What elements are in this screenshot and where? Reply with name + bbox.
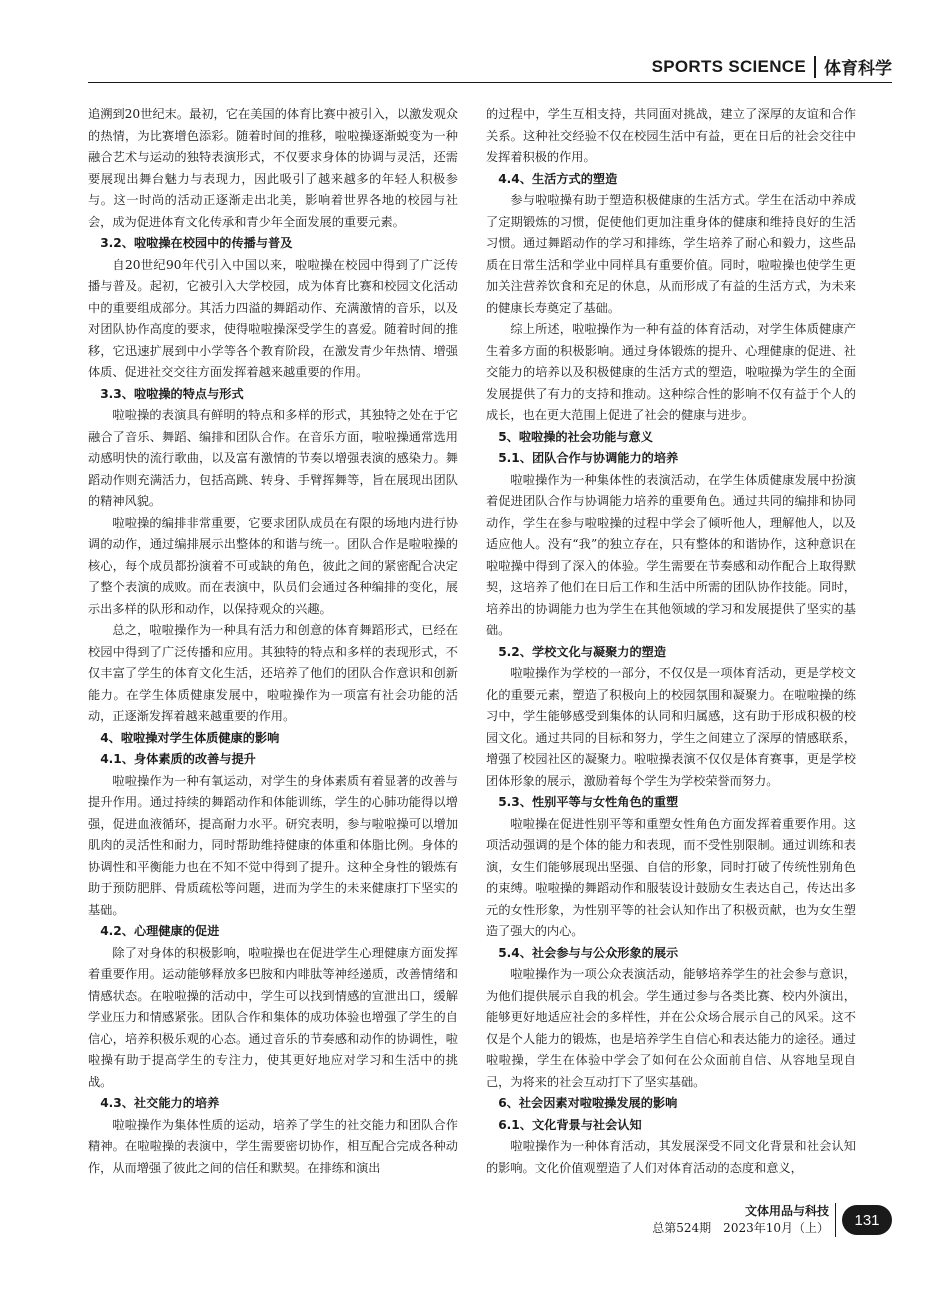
header-chinese-title: 体育科学: [824, 59, 892, 79]
section-heading-3-3: 3.3、啦啦操的特点与形式: [100, 386, 244, 401]
section-heading-3-2: 3.2、啦啦操在校园中的传播与普及: [100, 236, 293, 250]
header-divider: [814, 56, 816, 78]
section-heading-6-1: 6.1、文化背景与社会认知: [498, 1117, 642, 1132]
paragraph: 参与啦啦操有助于塑造积极健康的生活方式。学生在活动中养成了定期锻炼的习惯，促使他们更加注重身体的健康和维持良好的生活习惯。通过舞蹈动作的学习和排练，学生培养了耐心和毅力，这些品质在日常生活和学业中同样具有重要价值。同时，啦啦操也使学生更加关注营养饮食和充足的休息，从而形成了有益的生活方式，为未来的健康长寿奠定了基础。: [486, 193, 856, 315]
left-column: [88, 104, 458, 1179]
section-heading-5-3: 5.3、性别平等与女性角色的重塑: [498, 795, 679, 809]
footer-text: [652, 1203, 829, 1237]
running-header: [652, 54, 892, 79]
section-heading-4-1: 4.1、身体素质的改善与提升: [100, 752, 256, 766]
right-column: [486, 104, 856, 1179]
paragraph: 啦啦操作为一项公众表演活动，能够培养学生的社会参与意识，为他们提供展示自我的机会。学生通过参与各类比赛、校内外演出，能够更好地适应社会的多样性，并在公众场合展示自己的风采。这不仅是个人能力的锻炼，也是培养学生自信心和表达能力的途径。通过啦啦操，学生在体验中学会了如何在公众面前自信、从容地呈现自己，为将来的社会互动打下了坚实基础。: [486, 967, 856, 1089]
section-heading-5: 5、啦啦操的社会功能与意义: [498, 429, 653, 444]
section-heading-5-2: 5.2、学校文化与凝聚力的塑造: [498, 644, 667, 659]
section-heading-5-4: 5.4、社会参与与公众形象的展示: [498, 945, 679, 960]
issue-info: 总第524期 2023年10月（上）: [652, 1221, 829, 1235]
page-number: 131: [842, 1205, 892, 1235]
header-rule: [88, 82, 892, 83]
paragraph: 啦啦操作为学校的一部分，不仅仅是一项体育活动，更是学校文化的重要元素，塑造了积极向上的校园氛围和凝聚力。在啦啦操的练习中，学生能够感受到集体的认同和归属感，这有助于形成积极的校园文化。通过共同的目标和努力，学生之间建立了深厚的情感联系，增强了校园社区的凝聚力。啦啦操表演不仅仅是体育赛事，更是学校团体形象的展示，激励着每个学生为学校荣誉而努力。: [486, 666, 856, 788]
paragraph: 啦啦操作为一种体育活动，其发展深受不同文化背景和社会认知的影响。文化价值观塑造了人们对体育活动的态度和意义，: [486, 1139, 856, 1175]
section-heading-5-1: 5.1、团队合作与协调能力的培养: [498, 451, 679, 465]
section-heading-4: 4、啦啦操对学生体质健康的影响: [100, 730, 280, 745]
footer-divider: [835, 1203, 836, 1237]
paragraph: 总之，啦啦操作为一种具有活力和创意的体育舞蹈形式，已经在校园中得到了广泛传播和应用。其独特的特点和多样的表现形式，不仅丰富了学生的体育文化生活，还培养了他们的团队合作意识和创新能力。在学生体质健康发展中，啦啦操作为一项富有社会功能的活动，正逐渐发挥着越来越重要的作用。: [88, 623, 458, 723]
header-english-title: SPORTS SCIENCE: [651, 56, 806, 76]
journal-name: 文体用品与科技: [744, 1204, 829, 1218]
paragraph: 的过程中，学生互相支持，共同面对挑战，建立了深厚的友谊和合作关系。这种社交经验不仅在校园生活中有益，更在日后的社会交往中发挥着积极的作用。: [486, 107, 856, 164]
paragraph: 啦啦操的编排非常重要，它要求团队成员在有限的场地内进行协调的动作，通过编排展示出整体的和谐与统一。团队合作是啦啦操的核心，每个成员都扮演着不可或缺的角色，彼此之间的紧密配合决定了整个表演的成败。而在表演中，队员们会通过各种编排的变化，展示出多样的队形和动作，以保持观众的兴趣。: [88, 515, 458, 616]
paragraph: 啦啦操的表演具有鲜明的特点和多样的形式，其独特之处在于它融合了音乐、舞蹈、编排和团队合作。在音乐方面，啦啦操通常选用动感明快的流行歌曲，以及富有激情的节奏以增强表演的感染力。舞蹈动作则充满活力，包括高跳、转身、手臂挥舞等，旨在展现出团队的精神风貌。: [88, 408, 458, 508]
section-heading-4-2: 4.2、心理健康的促进: [100, 924, 220, 938]
page-footer: [652, 1203, 892, 1237]
section-heading-4-4: 4.4、生活方式的塑造: [498, 171, 618, 186]
paragraph: 啦啦操在促进性别平等和重塑女性角色方面发挥着重要作用。这项活动强调的是个体的能力和表现，而不受性别限制。通过训练和表演，女生们能够展现出坚强、自信的形象，同时打破了传统性别角色的束缚。啦啦操的舞蹈动作和服装设计鼓励女生表达自己，传达出多元的女性形象，为性别平等的社会认知作出了积极贡献，也为女生塑造了强大的内心。: [486, 816, 856, 938]
section-heading-4-3: 4.3、社交能力的培养: [100, 1096, 220, 1110]
paragraph: 啦啦操作为一种有氧运动，对学生的身体素质有着显著的改善与提升作用。通过持续的舞蹈动作和体能训练，学生的心肺功能得以增强，促进血液循环，提高耐力水平。研究表明，参与啦啦操可以增加肌肉的灵活性和耐力，同时帮助维持健康的体重和体脂比例。身体的协调性和平衡能力也在不知不觉中得到了提升。这种全身性的锻炼有助于预防肥胖、骨质疏松等问题，进而为学生的未来健康打下坚实的基础。: [88, 773, 458, 917]
section-heading-6: 6、社会因素对啦啦操发展的影响: [498, 1096, 678, 1110]
paragraph: 自20世纪90年代引入中国以来，啦啦操在校园中得到了广泛传播与普及。起初，它被引入大学校园，成为体育比赛和校园文化活动中的重要组成部分。其活力四溢的舞蹈动作、充满激情的音乐，以及对团队协作高度的要求，使得啦啦操深受学生的喜爱。随着时间的推移，它迅速扩展到中小学等各个教育阶段，在激发青少年热情、增强体质、促进社交交往方面发挥着越来越重要的作用。: [88, 257, 458, 379]
paragraph: 啦啦操作为一种集体性的表演活动，在学生体质健康发展中扮演着促进团队合作与协调能力培养的重要角色。通过共同的编排和协同动作，学生在参与啦啦操的过程中学会了倾听他人，理解他人，以及适应他人。没有“我”的独立存在，只有整体的和谐协作，这种意识在啦啦操中得到了深入的体验。学生需要在节奏感和动作配合上取得默契，这培养了他们在日后工作和生活中所需的团队协作技能。同时，培养出的协调能力也为学生在其他领域的学习和发展提供了坚实的基础。: [486, 472, 856, 637]
paragraph: 综上所述，啦啦操作为一种有益的体育活动，对学生体质健康产生着多方面的积极影响。通过身体锻炼的提升、心理健康的促进、社交能力的培养以及积极健康的生活方式的塑造，啦啦操为学生的全面发展提供了有力的支持和推动。这种综合性的影响不仅有益于个人的成长，也在更大范围上促进了社会的健康与进步。: [486, 322, 856, 422]
paragraph: 追溯到20世纪末。最初，它在美国的体育比赛中被引入，以激发观众的热情，为比赛增色添彩。随着时间的推移，啦啦操逐渐蜕变为一种融合艺术与运动的独特表演形式，不仅要求身体的协调与灵活，还需要展现出舞台魅力与表现力，因此吸引了越来越多的年轻人积极参与。这一时尚的活动正逐渐走出北美，影响着世界各地的校园与社会，成为促进体育文化传承和青少年全面发展的重要元素。: [88, 107, 458, 229]
paragraph: 除了对身体的积极影响，啦啦操也在促进学生心理健康方面发挥着重要作用。运动能够释放多巴胺和内啡肽等神经递质，改善情绪和情感状态。在啦啦操的活动中，学生可以找到情感的宣泄出口，缓解学业压力和情感紧张。团队合作和集体的成功体验也增强了学生的自信心，培养积极乐观的心态。通过音乐的节奏感和动作的协调性，啦啦操有助于提高学生的专注力，使其更好地应对学习和生活中的挑战。: [88, 945, 458, 1089]
paragraph: 啦啦操作为集体性质的运动，培养了学生的社交能力和团队合作精神。在啦啦操的表演中，学生需要密切协作，相互配合完成各种动作，从而增强了彼此之间的信任和默契。在排练和演出: [88, 1117, 458, 1175]
